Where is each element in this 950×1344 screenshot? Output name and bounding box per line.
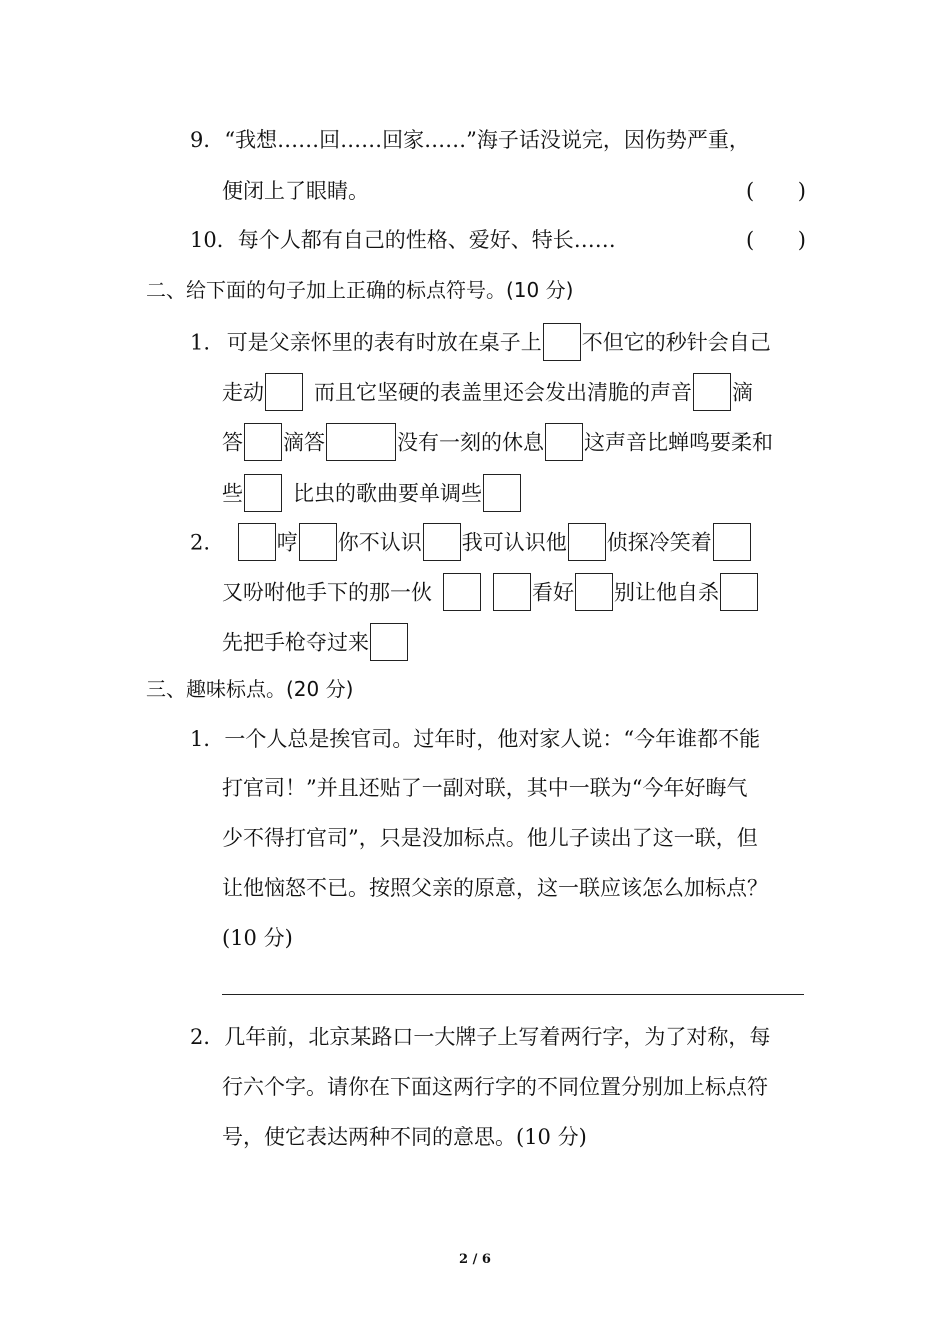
answer-line[interactable] (222, 994, 804, 995)
s2-q2-line3: 先把手枪夺过来 (222, 625, 409, 663)
punct-box[interactable] (423, 523, 461, 561)
punct-box[interactable] (720, 573, 758, 611)
punct-box[interactable] (545, 423, 583, 461)
s3-q1-line3: 少不得打官司”，只是没加标点。他儿子读出了这一联，但 (222, 826, 758, 850)
punct-box[interactable] (265, 373, 303, 411)
section2-title: 二、给下面的句子加上正确的标点符号。(10 分) (146, 278, 574, 302)
punct-box[interactable] (370, 623, 408, 661)
punct-box[interactable] (299, 523, 337, 561)
s2-q2-line1: 2. 哼 你不认识 我可认识他 侦探冷笑着 (190, 525, 752, 563)
q9-line2: 便闭上了眼睛。 (222, 179, 369, 203)
punct-box[interactable] (713, 523, 751, 561)
punct-box[interactable] (483, 474, 521, 512)
section3-title: 三、趣味标点。(20 分) (146, 677, 354, 701)
s2-q1-line4: 些 比虫的歌曲要单调些 (222, 476, 522, 514)
punct-box-wide[interactable] (326, 423, 396, 461)
s3-q2-line1: 2．几年前，北京某路口一大牌子上写着两行字，为了对称，每 (190, 1025, 771, 1049)
s2-q1-line3: 答 滴答 没有一刻的休息 这声音比蝉鸣要柔和 (222, 425, 773, 463)
s3-q1-line2: 打官司！”并且还贴了一副对联，其中一联为“今年好晦气 (222, 776, 748, 800)
punct-box[interactable] (443, 573, 481, 611)
punct-box[interactable] (575, 573, 613, 611)
s2-q1-num: 1. (190, 330, 211, 355)
s3-q2-line2: 行六个字。请你在下面这两行字的不同位置分别加上标点符 (222, 1075, 768, 1099)
punct-box[interactable] (693, 373, 731, 411)
punct-box[interactable] (543, 323, 581, 361)
q9-line1: 9．“我想……回……回家……”海子话没说完，因伤势严重， (190, 128, 750, 152)
s3-q1-line4: 让他恼怒不已。按照父亲的原意，这一联应该怎么加标点？ (222, 876, 768, 900)
s3-q1-line5: (10 分) (222, 926, 293, 950)
punct-box[interactable] (493, 573, 531, 611)
page-number: 2 / 6 (459, 1252, 491, 1267)
punct-box[interactable] (244, 474, 282, 512)
punct-box[interactable] (238, 523, 276, 561)
s3-q2-line3: 号，使它表达两种不同的意思。(10 分) (222, 1125, 587, 1149)
s2-q1-line2: 走动 而且它坚硬的表盖里还会发出清脆的声音 滴 (222, 375, 753, 413)
q10-line: 10．每个人都有自己的性格、爱好、特长…… (190, 228, 616, 252)
punct-box[interactable] (244, 423, 282, 461)
s2-q1-line1: 1. 可是父亲怀里的表有时放在桌子上 不但它的秒针会自己 (190, 325, 771, 363)
s3-q1-line1: 1．一个人总是挨官司。过年时，他对家人说：“今年谁都不能 (190, 727, 761, 751)
punct-box[interactable] (568, 523, 606, 561)
s2-q2-num: 2. (190, 530, 211, 555)
s2-q2-line2: 又吩咐他手下的那一伙 看好 别让他自杀 (222, 575, 759, 613)
